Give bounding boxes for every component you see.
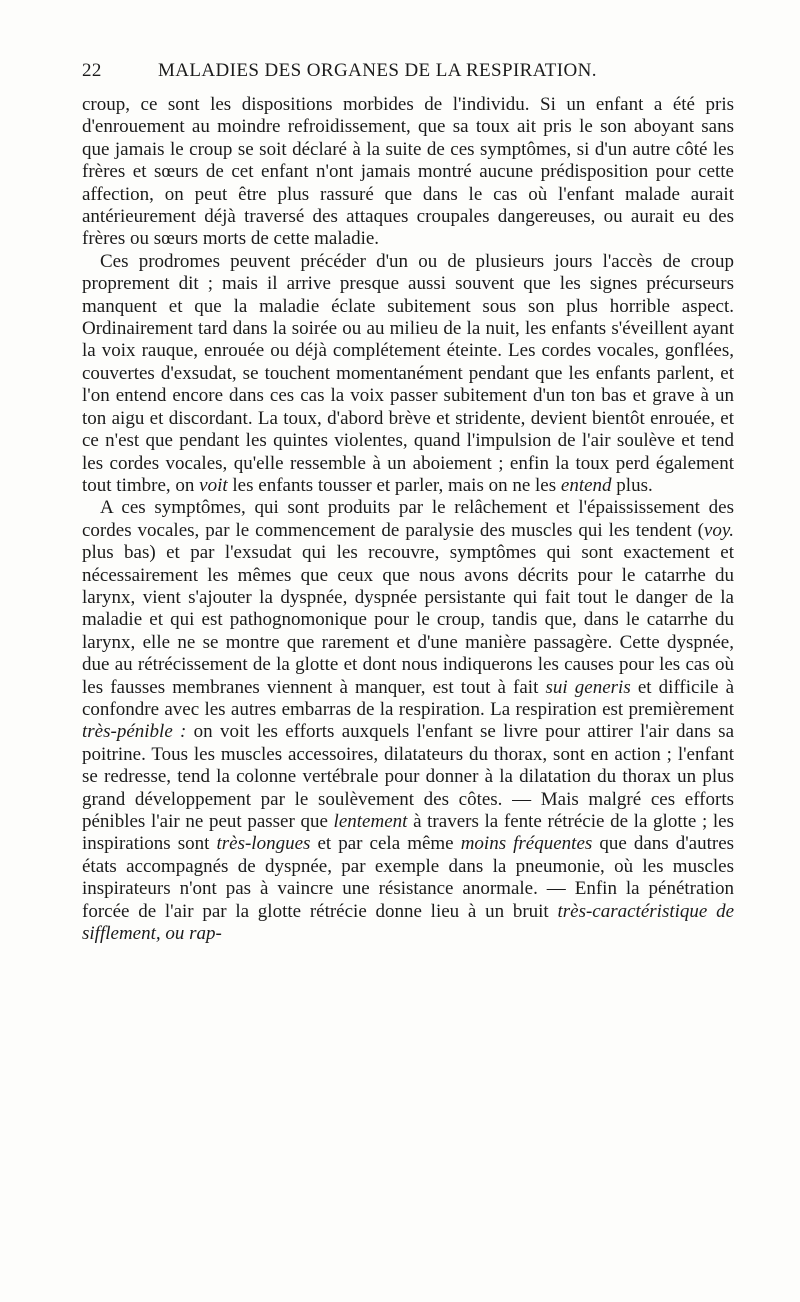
paragraph-3-text-f: et par cela même <box>317 833 454 855</box>
paragraph-3-text-d: on voit les efforts auxquels l'enfant se livre pour attirer l'air dans sa poitrine. Tous les muscles accessoires, dilatateurs du thorax, sont en action ; l'enfant se redresse, tend la colonne vertébrale pour donner à la dilatation du thorax un plus grand développement par le soulèvement des côtes. — Mais malgré ces efforts pénibles l'air ne peut passer que <box>82 721 734 832</box>
italic-moins-frequentes: moins fréquentes <box>460 833 593 855</box>
italic-tres-longues: très-longues <box>216 833 311 855</box>
italic-sui-generis: sui generis <box>545 676 631 698</box>
running-title: MALADIES DES ORGANES DE LA RESPIRATION. <box>158 60 597 81</box>
paragraph-3 <box>82 497 734 945</box>
paragraph-2-text-a: Ces prodromes peuvent précéder d'un ou de plusieurs jours l'accès de croup proprement dit ; mais il arrive presque aussi souvent que les signes précurseurs manquent et que la maladie éclate subitement sous son plus horrible aspect. Ordinairement tard dans la soirée ou au milieu de la nuit, les enfants s'éveillent ayant la voix rauque, enrouée ou déjà complétement éteinte. Les cordes vocales, gonflées, couvertes d'exsudat, se touchent momentanément pendant que les enfants parlent, et l'on entend encore dans ces cas la voix passer subitement d'un ton bas et grave à un ton aigu et discordant. La toux, d'abord brève et stridente, devient bientôt enrouée, et ce n'est que pendant les quintes violentes, quand l'impulsion de l'air soulève et tend les cordes vocales, qu'elle ressemble à un aboiement ; enfin la toux perd également tout timbre, on <box>82 250 734 496</box>
paragraph-3-text-c: et difficile à confondre avec les autres embarras de la respiration. La respiration est premièrement <box>82 676 735 720</box>
paragraph-2 <box>82 251 734 497</box>
italic-tres-penible: très-pénible : <box>82 721 187 743</box>
italic-lentement: lentement <box>333 811 408 832</box>
paragraph-2-text-b: les enfants tousser et parler, mais on ne les <box>232 474 557 496</box>
page-number: 22 <box>82 60 102 81</box>
paragraph-1-text: croup, ce sont les dispositions morbides de l'individu. Si un enfant a été pris d'enrouement au moindre refroidissement, que sa toux ait pris le son aboyant sans que jamais le croup se soit déclaré à la suite de ces symptômes, si d'un autre côté les frères et sœurs de cet enfant n'ont jamais montré aucune prédisposition pour cette affection, on peut être plus rassuré que dans le cas où l'enfant malade aurait antérieurement déjà traversé des attaques croupales dangereuses, ou aurait eu des frères ou sœurs morts de cette maladie. <box>82 94 734 250</box>
paragraph-3-text-e: à travers la fente rétrécie de la glotte ; les inspirations sont <box>82 811 734 855</box>
paragraph-2-text-c: plus. <box>616 474 653 496</box>
paragraph-1 <box>82 94 734 251</box>
italic-entend: entend <box>560 474 612 496</box>
body-text <box>82 94 734 945</box>
italic-voy: voy. <box>703 519 734 541</box>
running-head <box>82 60 732 86</box>
italic-voit: voit <box>199 474 228 496</box>
italic-sifflement: très-caractéristique de sifflement, ou rap- <box>82 900 735 945</box>
paragraph-3-text-g: que dans d'autres états accompagnés de dyspnée, par exemple dans la pneumonie, où les muscles inspirateurs n'ont pas à vaincre une résistance anormale. — Enfin la pénétration forcée de l'air par la glotte rétrécie donne lieu à un bruit <box>82 833 735 922</box>
paragraph-3-text-b: plus bas) et par l'exsudat qui les recouvre, symptômes qui sont exactement et nécessairement les mêmes que ceux que nous avons décrits pour le catarrhe du larynx, vient s'ajouter la dyspnée, dyspnée persistante qui fait tout le danger de la maladie et qui est pathognomonique pour le croup, tandis que, dans le catarrhe du larynx, elle ne se montre que rarement et d'une manière passagère. Cette dyspnée, due au rétrécissement de la glotte et dont nous indiquerons les causes pour les cas où les fausses membranes viennent à manquer, est tout à fait <box>82 542 734 698</box>
paragraph-3-text-a: A ces symptômes, qui sont produits par le relâchement et l'épaississement des cordes vocales, par le commencement de paralysie des muscles qui les tendent ( <box>82 497 734 541</box>
